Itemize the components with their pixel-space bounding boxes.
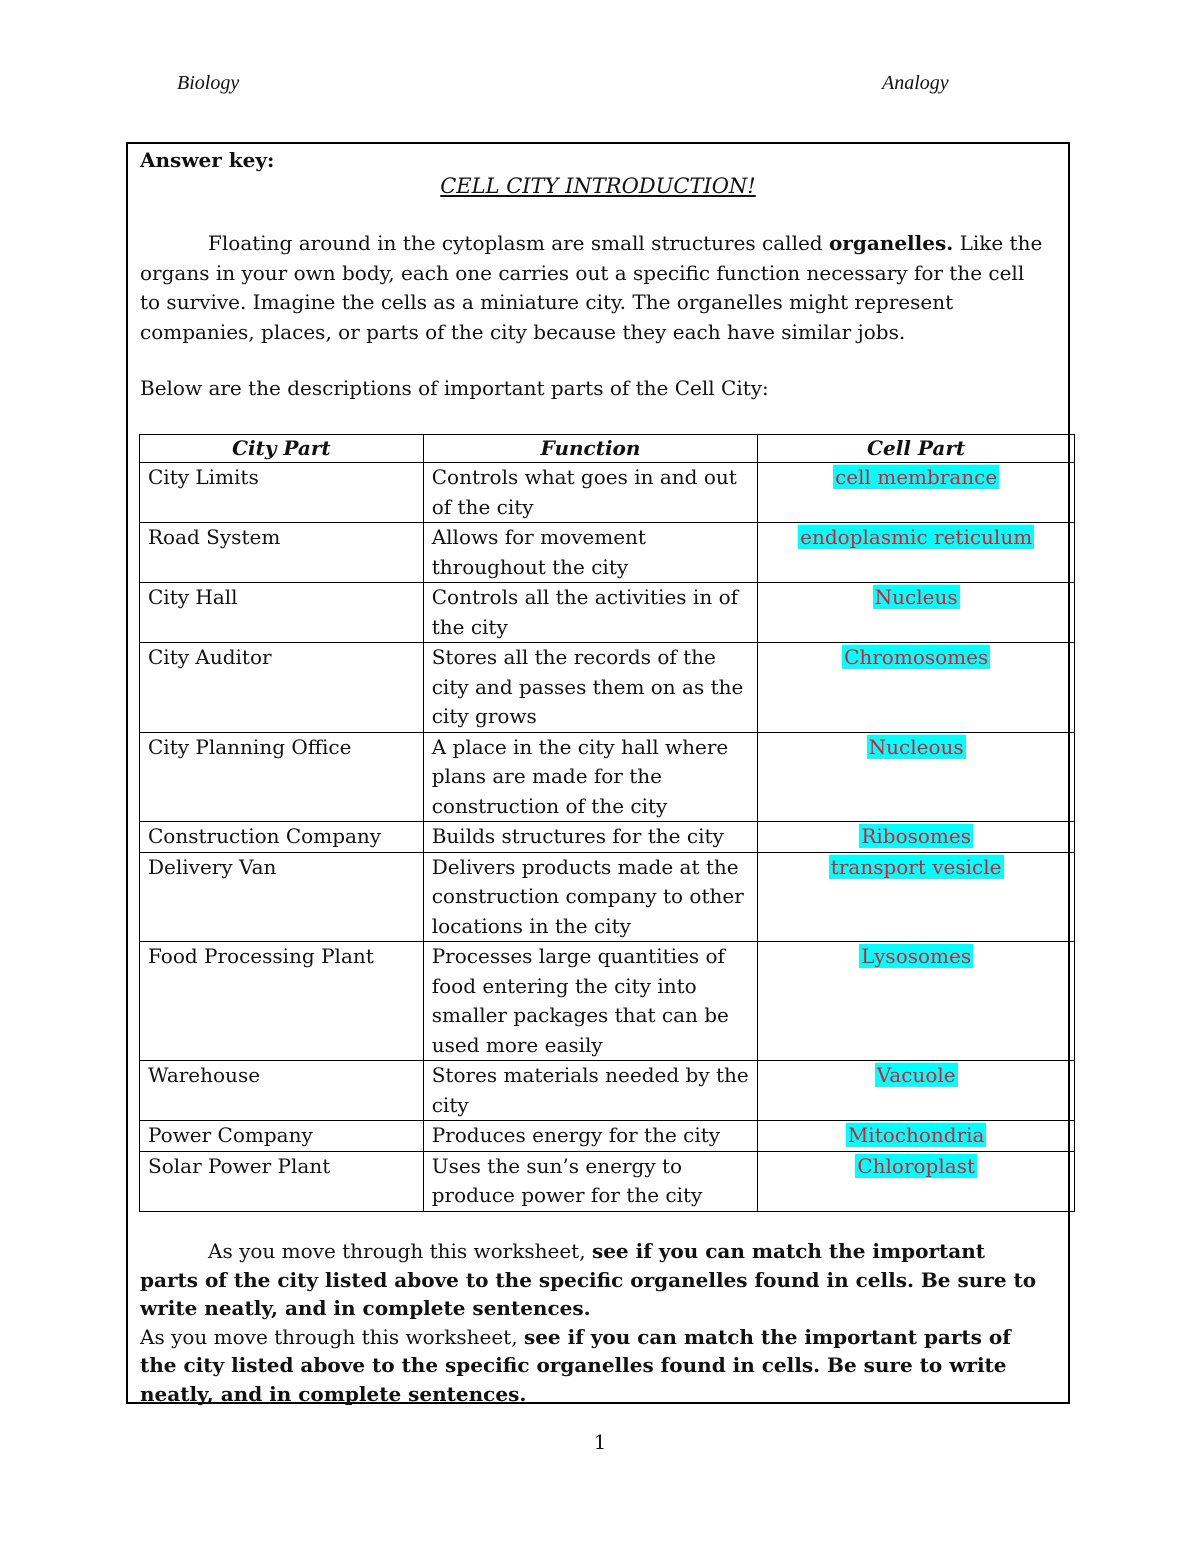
- cell-part-answer: Lysosomes: [861, 944, 972, 968]
- function-cell: Uses the sun’s energy to produce power for the city: [423, 1151, 758, 1211]
- function-cell: A place in the city hall where plans are made for the construction of the city: [423, 732, 758, 822]
- cell-part-cell: [758, 852, 1075, 942]
- table-row: [140, 1121, 1075, 1152]
- intro-bold-term: organelles.: [828, 231, 954, 255]
- instructions-bold-2: see if you can match the important parts of the city listed above to the specific organelles found in cells. Be sure to write neatly, and in complete sentences.: [140, 1324, 1011, 1406]
- header-function: Function: [423, 435, 758, 463]
- table-row: [140, 732, 1075, 822]
- table-row: [140, 523, 1075, 583]
- cell-part-cell: [758, 1061, 1075, 1121]
- cell-part-cell: [758, 523, 1075, 583]
- cell-part-cell: [758, 463, 1075, 523]
- answer-key-box: [126, 142, 1070, 1404]
- header-cell-part: Cell Part: [758, 435, 1075, 463]
- function-cell: Produces energy for the city: [423, 1121, 758, 1152]
- header-city-part: City Part: [140, 435, 424, 463]
- cell-part-cell: [758, 1121, 1075, 1152]
- table-row: [140, 852, 1075, 942]
- cell-part-answer: Chloroplast: [857, 1153, 975, 1178]
- function-cell: Stores all the records of the city and passes them on as the city grows: [423, 643, 758, 733]
- instructions-plain-1: As you move through this worksheet,: [208, 1239, 586, 1263]
- city-part-cell: Road System: [140, 523, 424, 583]
- table-row: [140, 1151, 1075, 1211]
- cell-part-answer: transport vesicle: [830, 854, 1002, 879]
- function-cell: Delivers products made at the construction company to other locations in the city: [423, 852, 758, 942]
- header-topic: Analogy: [882, 72, 949, 94]
- answer-key-label: Answer key:: [140, 148, 275, 172]
- cell-part-cell: [758, 942, 1075, 1061]
- instructions-plain-2: As you move through this worksheet,: [140, 1324, 518, 1349]
- intro-text-start: Floating around in the cytoplasm are small structures called: [208, 231, 823, 255]
- function-cell: Allows for movement throughout the city: [423, 523, 758, 583]
- table-row: [140, 942, 1075, 1061]
- city-part-cell: City Limits: [140, 463, 424, 523]
- page-number: 1: [593, 1430, 607, 1454]
- cell-part-answer: Nucleous: [868, 734, 964, 759]
- function-cell: Processes large quantities of food entering the city into smaller packages that can be used more easily: [423, 942, 758, 1061]
- cell-part-cell: [758, 732, 1075, 822]
- instructions-line-1: [140, 1237, 1046, 1323]
- cell-city-table: [139, 434, 1075, 1212]
- table-row: [140, 463, 1075, 523]
- function-cell: Builds structures for the city: [423, 822, 758, 853]
- table-header-row: [140, 435, 1075, 463]
- table-row: [140, 1061, 1075, 1121]
- instructions-line-2: [140, 1323, 1046, 1409]
- city-part-cell: Delivery Van: [140, 852, 424, 942]
- page-title: CELL CITY INTRODUCTION!: [440, 174, 756, 198]
- header-subject: Biology: [177, 72, 240, 94]
- cell-part-answer: Vacuole: [876, 1063, 956, 1087]
- city-part-cell: Food Processing Plant: [140, 942, 424, 1061]
- cell-part-cell: [758, 583, 1075, 643]
- cell-part-answer: cell membrance: [835, 465, 998, 489]
- function-cell: Controls what goes in and out of the city: [423, 463, 758, 523]
- city-part-cell: Warehouse: [140, 1061, 424, 1121]
- city-part-cell: City Planning Office: [140, 732, 424, 822]
- instructions-paragraph: [140, 1237, 1046, 1408]
- table-row: [140, 583, 1075, 643]
- cell-part-cell: [758, 1151, 1075, 1211]
- function-cell: Stores materials needed by the city: [423, 1061, 758, 1121]
- intro-text-end: Like the organs in your own body, each one carries out a specific function necessary for the cell to survive. Imagine the cells as a miniature city. The organelles might represent companies, places, or parts of the city because they each have similar jobs.: [140, 231, 1043, 344]
- cell-part-answer: Ribosomes: [861, 824, 971, 848]
- city-part-cell: City Auditor: [140, 643, 424, 733]
- table-row: [140, 643, 1075, 733]
- city-part-cell: Solar Power Plant: [140, 1151, 424, 1211]
- intro-paragraph: [140, 229, 1046, 347]
- function-cell: Controls all the activities in of the city: [423, 583, 758, 643]
- cell-part-answer: Mitochondria: [847, 1123, 985, 1147]
- table-row: [140, 822, 1075, 853]
- city-part-cell: Construction Company: [140, 822, 424, 853]
- cell-part-cell: [758, 643, 1075, 733]
- cell-part-answer: endoplasmic reticulum: [800, 525, 1033, 549]
- instructions-bold-1: see if you can match the important parts of the city listed above to the specific organelles found in cells. Be sure to write neatly, and in complete sentences.: [140, 1239, 1037, 1320]
- cell-part-cell: [758, 822, 1075, 853]
- city-part-cell: City Hall: [140, 583, 424, 643]
- cell-part-answer: Chromosomes: [844, 645, 989, 669]
- city-part-cell: Power Company: [140, 1121, 424, 1152]
- cell-part-answer: Nucleus: [874, 585, 958, 609]
- table-intro-text: Below are the descriptions of important parts of the Cell City:: [140, 376, 769, 400]
